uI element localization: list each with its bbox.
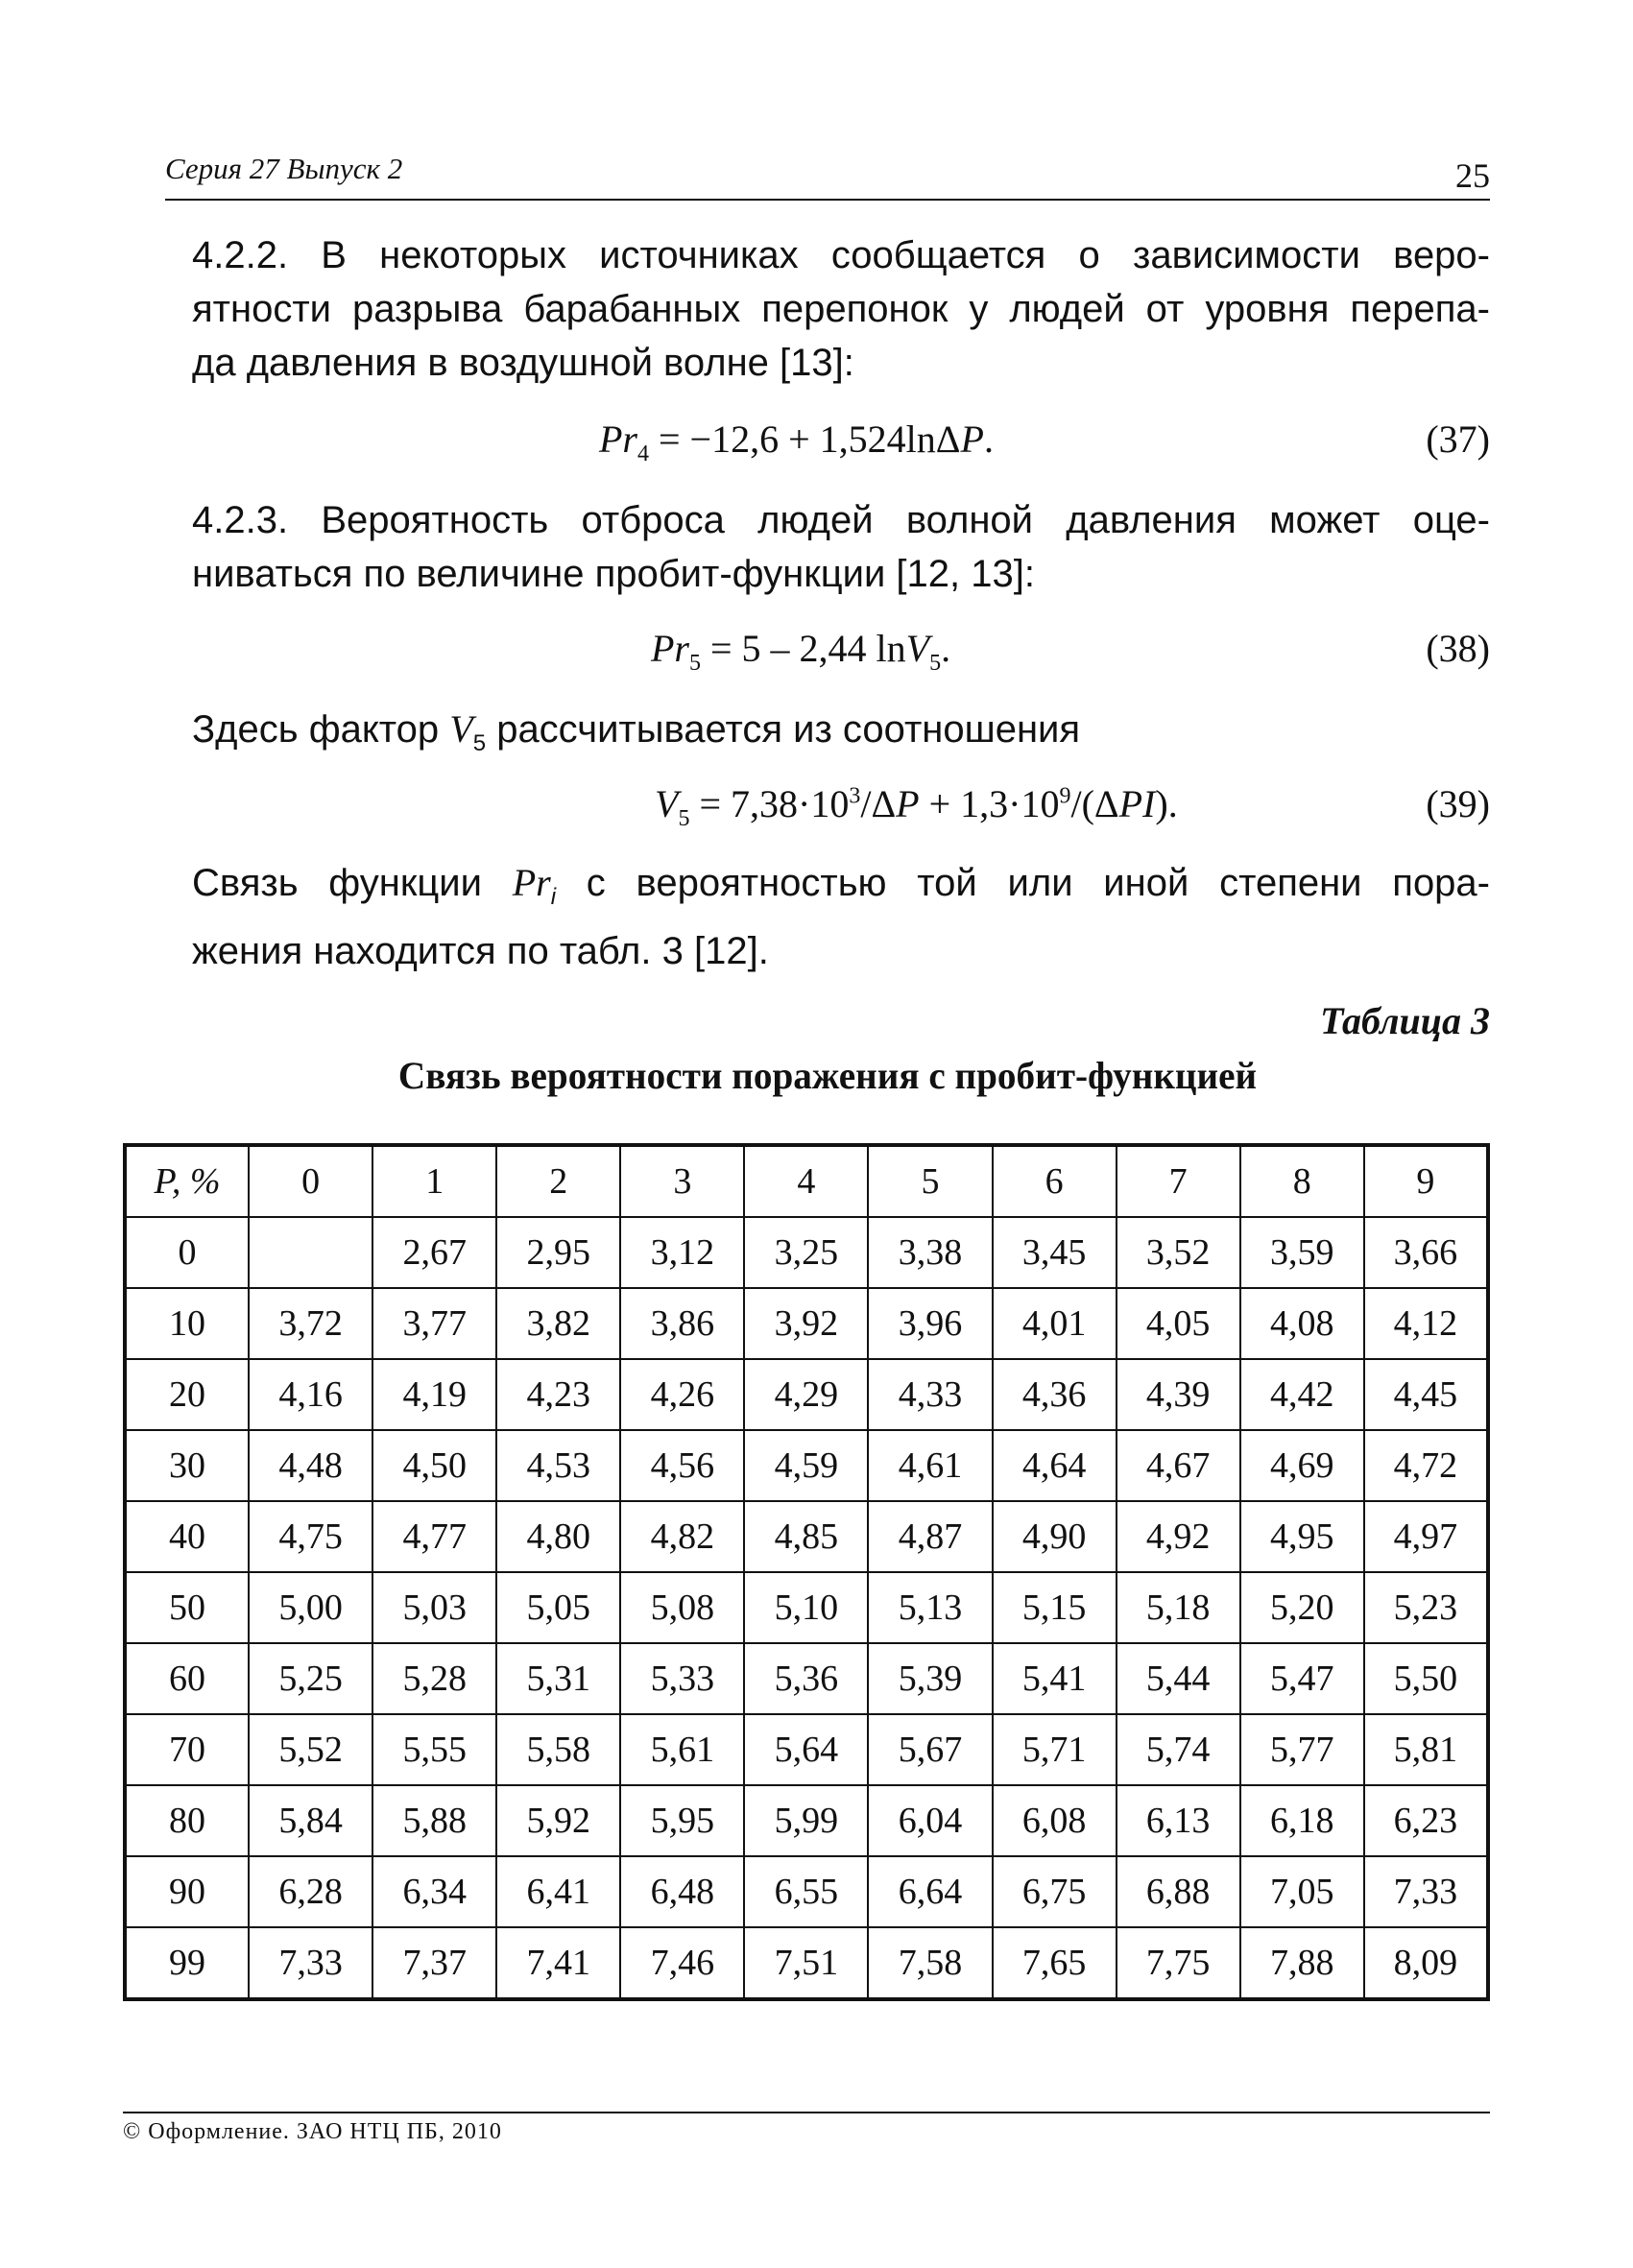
table-cell: 5,99	[744, 1785, 868, 1856]
table-row	[125, 1643, 1488, 1714]
page-number: 25	[1455, 156, 1490, 195]
row-percent-cell: 90	[125, 1856, 249, 1927]
table-cell: 6,75	[993, 1856, 1117, 1927]
paragraph-table-reference	[182, 856, 1490, 978]
table-cell: 4,12	[1364, 1288, 1488, 1359]
table-cell: 5,52	[249, 1714, 372, 1785]
table-cell: 5,71	[993, 1714, 1117, 1785]
table-row	[125, 1359, 1488, 1430]
table-cell: 7,33	[1364, 1856, 1488, 1927]
table-cell: 4,08	[1240, 1288, 1364, 1359]
table-cell: 4,26	[620, 1359, 744, 1430]
table-cell: 4,85	[744, 1501, 868, 1572]
table-cell: 5,44	[1117, 1643, 1240, 1714]
table-cell: 4,39	[1117, 1359, 1240, 1430]
table-cell: 4,59	[744, 1430, 868, 1501]
table-cell: 3,82	[496, 1288, 620, 1359]
table-header-cell: 0	[249, 1145, 372, 1217]
table-cell	[249, 1217, 372, 1288]
formula-sub: 5	[678, 806, 690, 831]
table-cell: 4,82	[620, 1501, 744, 1572]
formula-sup: 3	[849, 783, 861, 809]
table-cell: 5,25	[249, 1643, 372, 1714]
formula-var: P	[960, 418, 984, 461]
table-cell: 7,51	[744, 1927, 868, 1999]
table-cell: 3,86	[620, 1288, 744, 1359]
table-header-cell: 7	[1117, 1145, 1240, 1217]
table-row	[125, 1288, 1488, 1359]
table-cell: 5,41	[993, 1643, 1117, 1714]
table-cell: 5,33	[620, 1643, 744, 1714]
table-cell: 4,45	[1364, 1359, 1488, 1430]
table-cell: 5,18	[1117, 1572, 1240, 1643]
table-header-cell: 6	[993, 1145, 1117, 1217]
table-cell: 5,39	[868, 1643, 992, 1714]
formula-var: Pr	[599, 418, 637, 461]
table-cell: 4,29	[744, 1359, 868, 1430]
table-cell: 7,37	[372, 1927, 496, 1999]
table-cell: 5,47	[1240, 1643, 1364, 1714]
factor-sentence	[182, 703, 1490, 771]
table-cell: 5,61	[620, 1714, 744, 1785]
formula-37	[165, 417, 1490, 474]
table-cell: 4,56	[620, 1430, 744, 1501]
paragraph-line: жения находится по табл. 3 [12].	[192, 930, 769, 972]
table-cell: 5,23	[1364, 1572, 1488, 1643]
table-cell: 4,97	[1364, 1501, 1488, 1572]
table-cell: 4,72	[1364, 1430, 1488, 1501]
table-cell: 4,23	[496, 1359, 620, 1430]
table-cell: 5,77	[1240, 1714, 1364, 1785]
table-cell: 4,95	[1240, 1501, 1364, 1572]
link-var-sub: i	[550, 884, 557, 910]
table-cell: 4,64	[993, 1430, 1117, 1501]
table-row	[125, 1217, 1488, 1288]
table-row	[125, 1785, 1488, 1856]
table-cell: 4,48	[249, 1430, 372, 1501]
formula-var: Pr	[651, 627, 689, 670]
table-cell: 4,50	[372, 1430, 496, 1501]
formula-var: V	[905, 627, 930, 670]
table-cell: 5,31	[496, 1643, 620, 1714]
table-cell: 6,48	[620, 1856, 744, 1927]
table-row	[125, 1927, 1488, 1999]
formula-sub: 5	[929, 651, 942, 676]
formula-39	[165, 781, 1490, 839]
paragraph-line: да давления в воздушной волне [13]:	[192, 342, 854, 384]
table-header-cell: 3	[620, 1145, 744, 1217]
table-cell: 5,36	[744, 1643, 868, 1714]
formula-37-expression	[599, 417, 994, 467]
table-number: Таблица 3	[1320, 999, 1490, 1042]
link-text-before: Связь функции	[192, 862, 513, 904]
paragraph-line: 4.2.2. В некоторых источниках сообщается о зависимости веро-	[192, 234, 1490, 276]
table-cell: 4,53	[496, 1430, 620, 1501]
series-label: Серия 27 Выпуск 2	[165, 152, 403, 185]
formula-text: /(Δ	[1070, 782, 1119, 825]
table-cell: 3,12	[620, 1217, 744, 1288]
table-cell: 2,95	[496, 1217, 620, 1288]
table-cell: 5,05	[496, 1572, 620, 1643]
table-cell: 4,77	[372, 1501, 496, 1572]
paragraph-line	[182, 856, 1490, 924]
formula-var: V	[655, 782, 679, 825]
formula-39-expression	[655, 781, 1178, 832]
probit-table	[123, 1143, 1490, 2001]
table-cell: 5,95	[620, 1785, 744, 1856]
table-header-row	[125, 1145, 1488, 1217]
paragraph-line: 4.2.3. Вероятность отброса людей волной давления может оце-	[192, 499, 1490, 541]
table-cell: 7,46	[620, 1927, 744, 1999]
formula-text: = 5 – 2,44 ln	[701, 627, 906, 670]
table-row	[125, 1430, 1488, 1501]
table-cell: 7,65	[993, 1927, 1117, 1999]
table-cell: 3,96	[868, 1288, 992, 1359]
table-cell: 3,59	[1240, 1217, 1364, 1288]
formula-text: = −12,6 + 1,524lnΔ	[649, 418, 961, 461]
table-cell: 5,92	[496, 1785, 620, 1856]
table-cell: 5,08	[620, 1572, 744, 1643]
table-cell: 5,81	[1364, 1714, 1488, 1785]
factor-text-before: Здесь фактор	[192, 708, 450, 751]
table-header-cell: 9	[1364, 1145, 1488, 1217]
table-header-cell: 1	[372, 1145, 496, 1217]
table-cell: 2,67	[372, 1217, 496, 1288]
table-cell: 7,05	[1240, 1856, 1364, 1927]
table-cell: 4,69	[1240, 1430, 1364, 1501]
table-cell: 5,00	[249, 1572, 372, 1643]
table-cell: 5,20	[1240, 1572, 1364, 1643]
formula-text: .	[941, 627, 951, 670]
table-cell: 6,04	[868, 1785, 992, 1856]
table-cell: 4,80	[496, 1501, 620, 1572]
table-cell: 4,16	[249, 1359, 372, 1430]
formula-38-expression	[651, 626, 950, 677]
row-percent-cell: 99	[125, 1927, 249, 1999]
table-cell: 8,09	[1364, 1927, 1488, 1999]
formula-text: /Δ	[860, 782, 897, 825]
formula-number: (37)	[1426, 418, 1490, 461]
formula-number: (38)	[1426, 627, 1490, 670]
table-cell: 3,72	[249, 1288, 372, 1359]
table-cell: 3,38	[868, 1217, 992, 1288]
table-cell: 6,18	[1240, 1785, 1364, 1856]
table-cell: 7,58	[868, 1927, 992, 1999]
table-cell: 4,19	[372, 1359, 496, 1430]
link-text-after: с вероятностью той или иной степени пора-	[556, 862, 1490, 904]
table-cell: 5,03	[372, 1572, 496, 1643]
table-cell: 5,15	[993, 1572, 1117, 1643]
formula-sup: 9	[1059, 783, 1071, 809]
table-cell: 6,88	[1117, 1856, 1240, 1927]
table-header-percent: P, %	[125, 1145, 249, 1217]
table-cell: 4,05	[1117, 1288, 1240, 1359]
table-cell: 5,84	[249, 1785, 372, 1856]
table-cell: 3,77	[372, 1288, 496, 1359]
paragraph-line: ниваться по величине пробит-функции [12, 13]:	[192, 553, 1035, 595]
table-cell: 3,45	[993, 1217, 1117, 1288]
row-percent-cell: 70	[125, 1714, 249, 1785]
table-cell: 6,13	[1117, 1785, 1240, 1856]
table-cell: 7,41	[496, 1927, 620, 1999]
table-cell: 6,34	[372, 1856, 496, 1927]
table-cell: 4,01	[993, 1288, 1117, 1359]
table-cell: 4,61	[868, 1430, 992, 1501]
formula-number: (39)	[1426, 782, 1490, 825]
table-row	[125, 1714, 1488, 1785]
row-percent-cell: 20	[125, 1359, 249, 1430]
paragraph-line: ятности разрыва барабанных перепонок у людей от уровня перепа-	[192, 288, 1490, 330]
running-header	[165, 152, 1490, 200]
table-cell: 6,55	[744, 1856, 868, 1927]
table-cell: 5,88	[372, 1785, 496, 1856]
table-cell: 3,25	[744, 1217, 868, 1288]
table-cell: 5,64	[744, 1714, 868, 1785]
formula-sub: 4	[637, 442, 649, 466]
link-var: Pr	[512, 861, 551, 904]
paragraph-line	[182, 703, 1490, 771]
row-percent-cell: 10	[125, 1288, 249, 1359]
factor-text-after: рассчитывается из соотношения	[486, 708, 1081, 751]
formula-text: + 1,3·10	[919, 782, 1060, 825]
table-cell: 7,88	[1240, 1927, 1364, 1999]
formula-text: = 7,38·10	[689, 782, 850, 825]
table-cell: 6,28	[249, 1856, 372, 1927]
formula-sub: 5	[689, 651, 701, 676]
table-cell: 4,90	[993, 1501, 1117, 1572]
table-cell: 6,64	[868, 1856, 992, 1927]
row-percent-cell: 60	[125, 1643, 249, 1714]
paragraph-4-2-2	[182, 228, 1490, 390]
table-cell: 5,67	[868, 1714, 992, 1785]
table-cell: 4,87	[868, 1501, 992, 1572]
row-percent-cell: 50	[125, 1572, 249, 1643]
header-divider	[165, 199, 1490, 201]
table-cell: 4,33	[868, 1359, 992, 1430]
table-cell: 3,66	[1364, 1217, 1488, 1288]
formula-text: ).	[1155, 782, 1178, 825]
table-cell: 6,08	[993, 1785, 1117, 1856]
table-cell: 5,10	[744, 1572, 868, 1643]
row-percent-cell: 80	[125, 1785, 249, 1856]
table-cell: 5,28	[372, 1643, 496, 1714]
factor-var-sub: 5	[472, 730, 487, 756]
row-percent-cell: 0	[125, 1217, 249, 1288]
table-header-cell: 4	[744, 1145, 868, 1217]
row-percent-cell: 40	[125, 1501, 249, 1572]
table-cell: 6,23	[1364, 1785, 1488, 1856]
paragraph-4-2-3	[182, 493, 1490, 601]
table-header-cell: 5	[868, 1145, 992, 1217]
formula-38	[165, 626, 1490, 683]
table-cell: 3,52	[1117, 1217, 1240, 1288]
table-cell: 4,75	[249, 1501, 372, 1572]
footer-divider	[123, 2112, 1490, 2113]
table-cell: 7,33	[249, 1927, 372, 1999]
table-cell: 5,55	[372, 1714, 496, 1785]
table-row	[125, 1572, 1488, 1643]
table-row	[125, 1856, 1488, 1927]
table-body	[125, 1217, 1488, 1999]
table-cell: 4,36	[993, 1359, 1117, 1430]
footer-copyright: © Оформление. ЗАО НТЦ ПБ, 2010	[123, 2119, 502, 2144]
formula-var: PI	[1118, 782, 1156, 825]
table-cell: 3,92	[744, 1288, 868, 1359]
table-header-cell: 8	[1240, 1145, 1364, 1217]
formula-var: P	[896, 782, 920, 825]
table-cell: 4,92	[1117, 1501, 1240, 1572]
table-cell: 4,42	[1240, 1359, 1364, 1430]
formula-text: .	[983, 418, 994, 461]
table-cell: 5,74	[1117, 1714, 1240, 1785]
table-title: Связь вероятности поражения с пробит-функцией	[397, 1054, 1258, 1097]
table-cell: 5,58	[496, 1714, 620, 1785]
table-row	[125, 1501, 1488, 1572]
table-cell: 4,67	[1117, 1430, 1240, 1501]
factor-var: V	[449, 707, 473, 751]
row-percent-cell: 30	[125, 1430, 249, 1501]
table-cell: 6,41	[496, 1856, 620, 1927]
table-cell: 5,50	[1364, 1643, 1488, 1714]
table-header-cell: 2	[496, 1145, 620, 1217]
table-cell: 5,13	[868, 1572, 992, 1643]
table-cell: 7,75	[1117, 1927, 1240, 1999]
